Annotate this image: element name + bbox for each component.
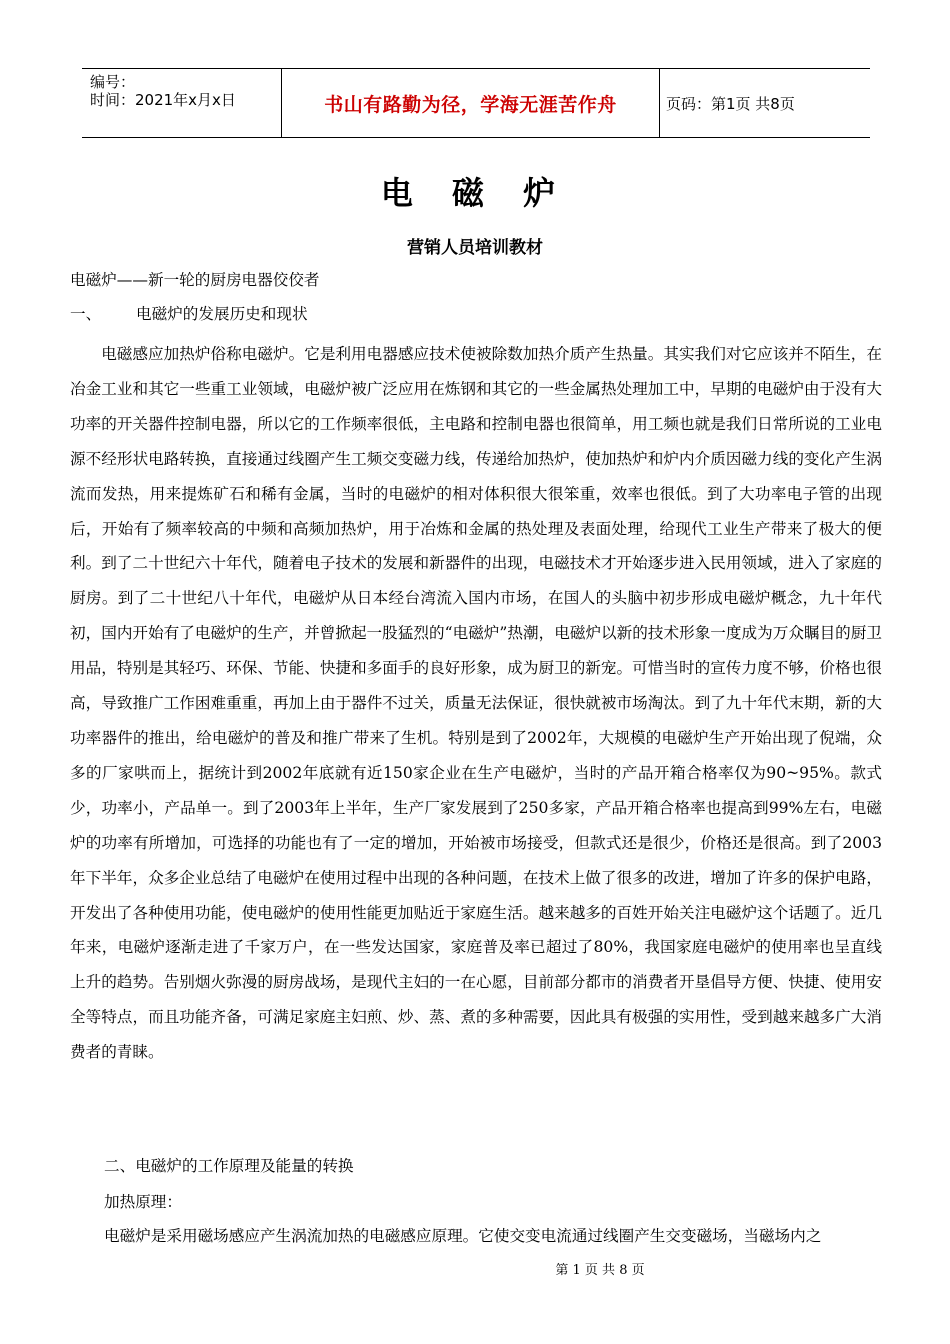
document-number-label: 编号： [90,73,136,91]
header-meta-cell [82,69,282,137]
page-footer: 第 1 页 共 8 页 [555,1263,645,1278]
section-1-title: 电磁炉的发展历史和现状 [136,305,308,323]
document-subtitle: 营销人员培训教材 [407,238,543,258]
body-paragraph-2: 电磁炉是采用磁场感应产生涡流加热的电磁感应原理。它使交变电流通过线圈产生交变磁场，当磁场内之 [104,1227,822,1245]
header-motto: 书山有路勤为径，学海无涯苦作舟 [324,93,617,116]
document-title: 电 磁 炉 [380,174,570,212]
section-1-number: 一、 [70,305,102,323]
intro-line: 电磁炉——新一轮的厨房电器佼佼者 [70,271,320,289]
body-paragraph-1: 电磁感应加热炉俗称电磁炉。它是利用电器感应技术使被除数加热介质产生热量。其实我们对它应该并不陌生，在冶金工业和其它一些重工业领域，电磁炉被广泛应用在炼钢和其它的一些金属热处理加工中，早期的电磁炉由于没有大功率的开关器件控制电器，所以它的工作频率很低，主电路和控制电器也很简单，用工频也就是我们日常所说的工业电源不经形状电路转换，直接通过线圈产生工频交变磁力线，传递给加热炉，使加热炉和炉内介质因磁力线的变化产生涡流而发热，用来提炼矿石和稀有金属，当时的电磁炉的相对体积很大很笨重，效率也很低。到了大功率电子管的出现后，开始有了频率较高的中频和高频加热炉，用于冶炼和金属的热处理及表面处理，给现代工业生产带来了极大的便利。到了二十世纪六十年代，随着电子技术的发展和新器件的出现，电磁技术才开始逐步进入民用领域，进入了家庭的厨房。到了二十世纪八十年代，电磁炉从日本经台湾流入国内市场，在国人的头脑中初步形成电磁炉概念，九十年代初，国内开始有了电磁炉的生产，并曾掀起一股猛烈的“电磁炉”热潮，电磁炉以新的技术形象一度成为万众瞩目的厨卫用品，特别是其轻巧、环保、节能、快捷和多面手的良好形象，成为厨卫的新宠。可惜当时的宣传力度不够，价格也很高，导致推广工作困难重重，再加上由于器件不过关，质量无法保证，很快就被市场淘汰。到了九十年代末期，新的大功率器件的推出，给电磁炉的普及和推广带来了生机。特别是到了2002年，大规模的电磁炉生产开始出现了倪端，众多的厂家哄而上，据统计到2002年底就有近150家企业在生产电磁炉，当时的产品开箱合格率仅为90~95%。款式少，功率小，产品单一。到了2003年上半年，生产厂家发展到了250多家，产品开箱合格率也提高到99%左右，电磁炉的功率有所增加，可选择的功能也有了一定的增加，开始被市场接受，但款式还是很少，价格还是很高。到了2003年下半年，众多企业总结了电磁炉在使用过程中出现的各种问题，在技术上做了很多的改进，增加了许多的保护电路，开发出了各种使用功能，使电磁炉的使用性能更加贴近于家庭生活。越来越多的百姓开始关注电磁炉这个话题了。近几年来，电磁炉逐渐走进了千家万户，在一些发达国家，家庭普及率已超过了80%，我国家庭电磁炉的使用率也呈直线上升的趋势。告别烟火弥漫的厨房战场，是现代主妇的一在心愿，目前部分都市的消费者开垦倡导方便、快捷、使用安全等特点，而且功能齐备，可满足家庭主妇煎、炒、蒸、煮的多种需要，因此具有极强的实用性，受到越来越多广大消费者的青睐。 [70,345,882,1062]
header-table [82,68,870,138]
header-page-info: 页码：第1页 共8页 [666,94,795,113]
header-motto-cell [282,69,660,137]
section-1-heading [70,302,882,326]
heating-principle-label: 加热原理： [104,1193,182,1211]
section-2-heading: 二、电磁炉的工作原理及能量的转换 [104,1157,354,1175]
header-page-cell [660,69,870,137]
document-time-label: 时间：2021年x月x日 [90,91,236,109]
